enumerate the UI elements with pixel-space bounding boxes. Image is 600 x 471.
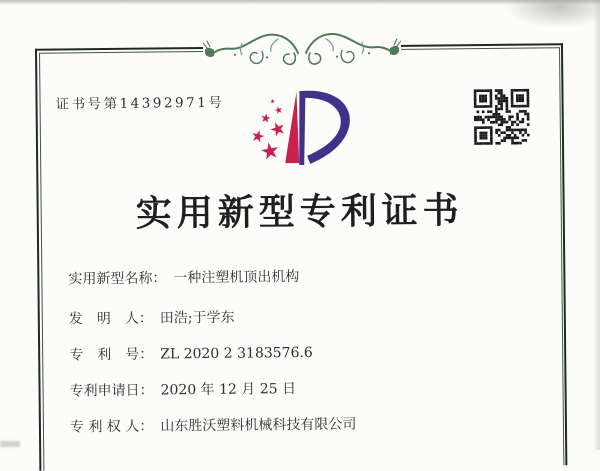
field-row-patentee: [70, 413, 357, 436]
field-label-patentee: 专 利 权 人：: [69, 418, 154, 436]
scan-bottom-artifact: [0, 441, 20, 447]
field-row-patent-number: [69, 342, 313, 365]
certificate-title: 实用新型专利证书: [135, 189, 464, 235]
cnipa-logo-icon: [239, 82, 368, 187]
field-value-inventor: 田浩;于学东: [159, 309, 235, 327]
field-row-inventor: [69, 307, 235, 329]
field-value-patentee: 山东胜沃塑料机械科技有限公司: [160, 416, 357, 435]
field-value-patent-number: ZL 2020 2 3183576.6: [160, 344, 313, 363]
field-value-filing-date: 2020 年 12 月 25 日: [160, 381, 297, 399]
field-row-name: [68, 266, 299, 288]
certificate-number: 证书号第14392971号: [55, 94, 225, 113]
qr-code: [467, 84, 536, 151]
field-row-filing-date: [69, 378, 296, 400]
field-label-name: 实用新型名称：: [68, 270, 167, 288]
dragon-flourish-icon: [203, 25, 401, 73]
field-label-patent-number: 专 利 号：: [69, 346, 154, 364]
field-value-name: 一种注塑机顶出机构: [173, 269, 300, 287]
field-label-filing-date: 专利申请日：: [69, 382, 154, 400]
field-label-inventor: 发 明 人：: [68, 310, 153, 328]
